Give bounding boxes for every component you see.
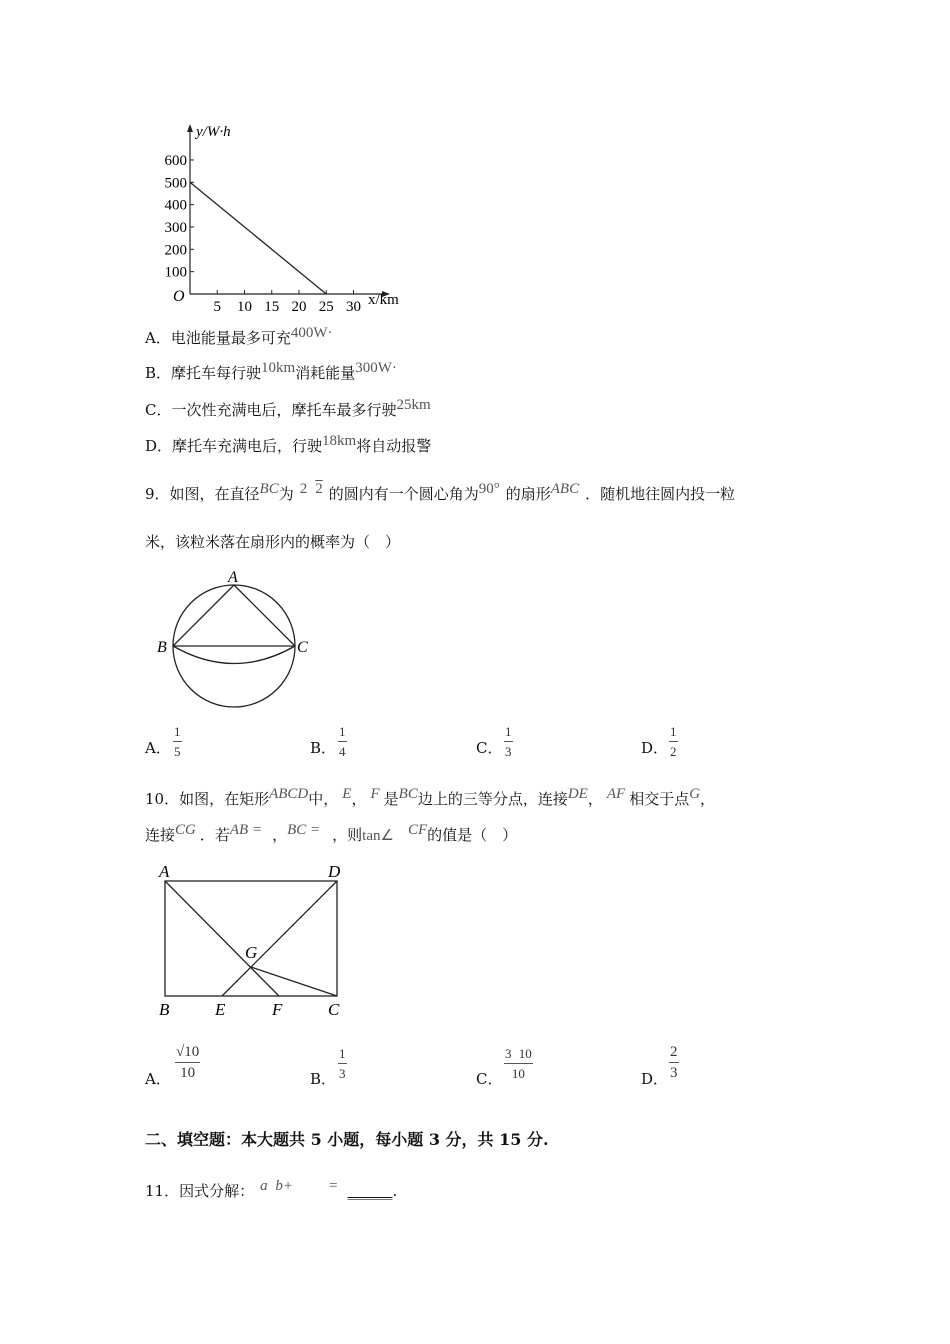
x-tick-label: 15 <box>264 299 280 313</box>
y-tick-label: 600 <box>164 152 187 169</box>
q8-option-b: B．摩托车每行驶$^{10km}$消耗能量$^{300W\cdot}$ <box>145 360 397 382</box>
q9-option-c-fraction: $\frac{1}{3}$ <box>505 724 512 759</box>
q10-option-a: A． <box>145 1070 171 1088</box>
q9-option-c: C． <box>476 739 503 757</box>
segment-ab <box>173 585 234 646</box>
q9-stem-line1: 9．如图，在直径$^{BC}$为 $^2$ $^2$ 的圆内有一个圆心角为$^{90^\circ}$ 的扇形$^{ABC}$ ．随机地往圆内投一粒 <box>145 481 736 503</box>
y-axis-arrow <box>187 124 193 132</box>
q9-option-b: B． <box>310 739 337 757</box>
section-heading-fill-in: 二、填空题：本大题共 5 小题，每小题 3 分，共 15 分. <box>145 1130 549 1149</box>
q10-rectangle-figure <box>150 860 360 1025</box>
label-g: G <box>245 943 258 962</box>
q8-option-a: A．电池能量最多可充$^{400W\cdot}$ <box>145 325 333 347</box>
label-c: C <box>328 1000 340 1019</box>
label-c: C <box>297 639 308 656</box>
q9-stem-line2: 米，该粒米落在扇形内的概率为（ ） <box>145 533 401 551</box>
y-tick-label: 500 <box>164 175 187 192</box>
y-tick-label: 100 <box>164 264 187 281</box>
label-b: B <box>159 1000 170 1019</box>
x-tick-label: 30 <box>346 299 361 313</box>
q8-option-c: C．一次性充满电后，摩托车最多行驶$^{25km}$ <box>145 397 431 419</box>
q9-option-a: A． <box>145 739 171 757</box>
q11-stem: 11．因式分解： $^{a b+}$ = ______. <box>145 1178 398 1200</box>
label-a: A <box>228 569 238 586</box>
label-e: E <box>215 1000 226 1019</box>
q9-circle-figure <box>150 565 320 715</box>
segment-af <box>165 881 279 996</box>
x-tick-label: 5 <box>213 299 221 313</box>
y-axis-label: y/W·h <box>196 124 231 140</box>
label-d: D <box>328 862 341 881</box>
rectangle-abcd <box>165 881 337 996</box>
q10-option-d-fraction: $\frac{2}{3}$ <box>670 1044 678 1081</box>
q10-option-b: B． <box>310 1070 337 1088</box>
energy-line <box>190 182 326 294</box>
q10-option-a-fraction: $\frac{√10}{10}$ <box>176 1044 200 1081</box>
origin-label: O <box>173 288 185 305</box>
q9-option-b-fraction: $\frac{1}{4}$ <box>339 724 346 759</box>
q11-answer-blank[interactable]: ______ <box>347 1182 393 1200</box>
x-tick-label: 25 <box>318 299 334 313</box>
x-tick-label: 10 <box>237 299 252 313</box>
y-tick-label: 400 <box>164 197 187 214</box>
q10-stem-line1: 10．如图，在矩形$^{ABCD}$中， $^E$， $^F$ 是$^{BC}$边上的三等分点，连接$^{DE}$， $^{AF}$ 相交于点$^G$， <box>145 786 716 808</box>
x-axis-label: x/km <box>368 292 399 308</box>
q9-option-d-fraction: $\frac{1}{2}$ <box>670 724 677 759</box>
y-tick-label: 200 <box>164 242 187 259</box>
q10-stem-line2: 连接$^{CG}$ ．若$^{AB =}$ ，$^{BC =}$ ，则tan∠ $^{CF}$的值是（ ） <box>145 822 518 844</box>
x-tick-label: 20 <box>291 299 307 313</box>
y-tick-label: 300 <box>164 219 187 236</box>
q9-option-a-fraction: $\frac{1}{5}$ <box>174 724 181 759</box>
sector-arc <box>173 646 295 664</box>
q9-option-d: D． <box>641 739 669 757</box>
q10-option-c-fraction: $\frac{3 10}{10}$ <box>505 1046 532 1081</box>
label-b: B <box>157 639 167 656</box>
segment-de <box>222 881 337 996</box>
energy-distance-graph <box>150 118 420 313</box>
q10-option-b-fraction: $\frac{1}{3}$ <box>339 1046 346 1081</box>
segment-ac <box>234 585 295 646</box>
q8-option-d: D．摩托车充满电后，行驶$^{18km}$将自动报警 <box>145 433 432 455</box>
label-f: F <box>272 1000 283 1019</box>
q10-option-c: C． <box>476 1070 503 1088</box>
label-a: A <box>159 862 170 881</box>
q10-option-d: D． <box>641 1070 669 1088</box>
